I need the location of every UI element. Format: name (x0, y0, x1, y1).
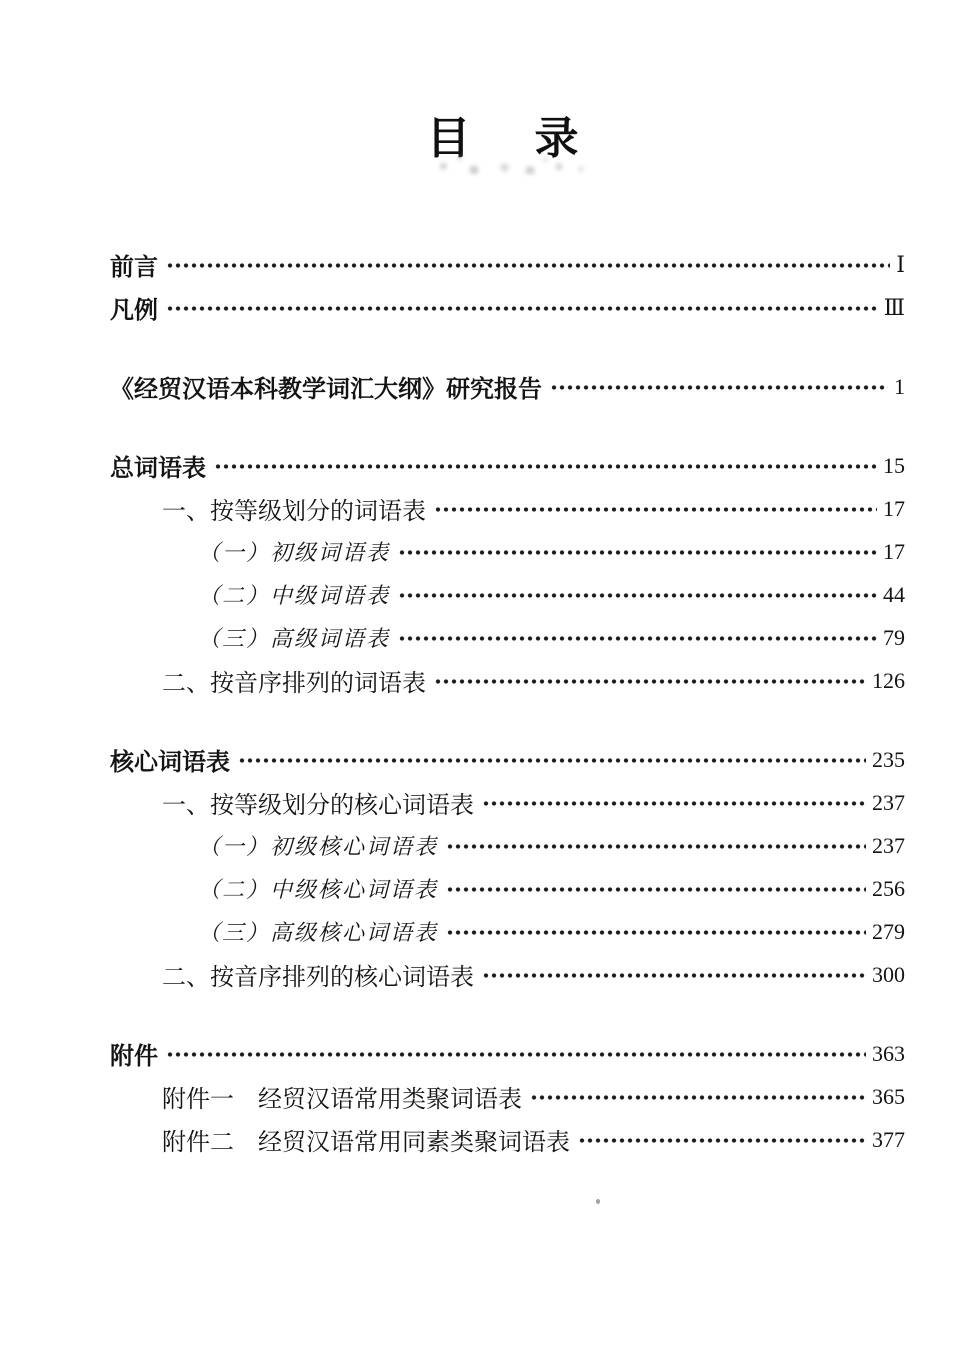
toc-row (110, 444, 905, 487)
toc-entry-page: 1 (894, 373, 905, 399)
title-block (110, 114, 905, 164)
toc-row (110, 286, 905, 329)
toc-row (110, 1032, 905, 1075)
toc-entry-label: 《经贸汉语本科教学词汇大纲》研究报告 (110, 377, 542, 403)
toc-entry-label: 凡例 (110, 298, 158, 324)
toc-entry-label: （三）高级词语表 (198, 626, 391, 651)
dot-leader (446, 930, 866, 935)
toc-entry-label: （二）中级词语表 (198, 583, 391, 608)
dot-leader (166, 306, 878, 311)
toc-row (110, 867, 905, 910)
toc-entry-page: Ⅰ (896, 251, 905, 277)
toc-entry-page: 79 (883, 624, 905, 650)
toc-row (110, 953, 905, 996)
toc-row (110, 659, 905, 702)
toc-entry-page: 300 (872, 961, 905, 987)
toc-row (110, 1075, 905, 1118)
scan-smudge-artifact (423, 148, 593, 174)
dot-leader (238, 758, 866, 763)
toc-entry-page: 17 (883, 495, 905, 521)
dot-leader (398, 550, 877, 555)
toc-entry-page: 363 (872, 1040, 905, 1066)
toc-entry-label: （一）初级词语表 (198, 540, 391, 565)
toc-row (110, 910, 905, 953)
toc-row (110, 781, 905, 824)
toc-entry-label: （三）高级核心词语表 (198, 920, 439, 945)
toc-entry-label: 附件 (110, 1044, 158, 1070)
toc-entry-label: 二、按音序排列的词语表 (162, 671, 426, 697)
toc-entry-page: 15 (883, 452, 905, 478)
dot-leader (398, 593, 877, 598)
toc-row (110, 738, 905, 781)
toc-entry-label: 附件二 经贸汉语常用同素类聚词语表 (162, 1130, 570, 1156)
toc-entry-label: （二）中级核心词语表 (198, 877, 439, 902)
toc-list (110, 243, 905, 1161)
toc-entry-page: 235 (872, 746, 905, 772)
dot-leader (434, 679, 866, 684)
toc-row (110, 530, 905, 573)
toc-entry-label: 总词语表 (110, 456, 206, 482)
toc-entry-page: 126 (872, 667, 905, 693)
dot-leader (578, 1138, 866, 1143)
toc-entry-label: 前言 (110, 255, 158, 281)
toc-entry-label: 一、按等级划分的词语表 (162, 499, 426, 525)
dot-leader (446, 887, 866, 892)
toc-entry-label: 一、按等级划分的核心词语表 (162, 793, 474, 819)
toc-row (110, 573, 905, 616)
page-title: 目 录 (426, 114, 589, 163)
toc-entry-label: 附件一 经贸汉语常用类聚词语表 (162, 1087, 522, 1113)
dot-leader (398, 636, 877, 641)
toc-entry-page: 237 (872, 789, 905, 815)
toc-row (110, 1118, 905, 1161)
dot-leader (166, 1052, 866, 1057)
toc-row (110, 824, 905, 867)
scan-speck-artifact (596, 1199, 600, 1204)
toc-row (110, 365, 905, 408)
dot-leader (482, 973, 866, 978)
toc-row (110, 487, 905, 530)
dot-leader (434, 507, 877, 512)
dot-leader (166, 263, 890, 268)
toc-row (110, 616, 905, 659)
toc-entry-label: 二、按音序排列的核心词语表 (162, 965, 474, 991)
dot-leader (530, 1095, 866, 1100)
toc-entry-page: 377 (872, 1126, 905, 1152)
dot-leader (214, 464, 877, 469)
toc-entry-page: 365 (872, 1083, 905, 1109)
toc-entry-page: Ⅲ (883, 294, 905, 320)
toc-entry-page: 237 (872, 832, 905, 858)
toc-entry-page: 17 (883, 538, 905, 564)
toc-entry-page: 44 (883, 581, 905, 607)
toc-entry-label: 核心词语表 (110, 750, 230, 776)
toc-entry-page: 279 (872, 918, 905, 944)
toc-entry-label: （一）初级核心词语表 (198, 834, 439, 859)
dot-leader (550, 385, 888, 390)
dot-leader (482, 801, 866, 806)
dot-leader (446, 844, 866, 849)
toc-row (110, 243, 905, 286)
toc-entry-page: 256 (872, 875, 905, 901)
